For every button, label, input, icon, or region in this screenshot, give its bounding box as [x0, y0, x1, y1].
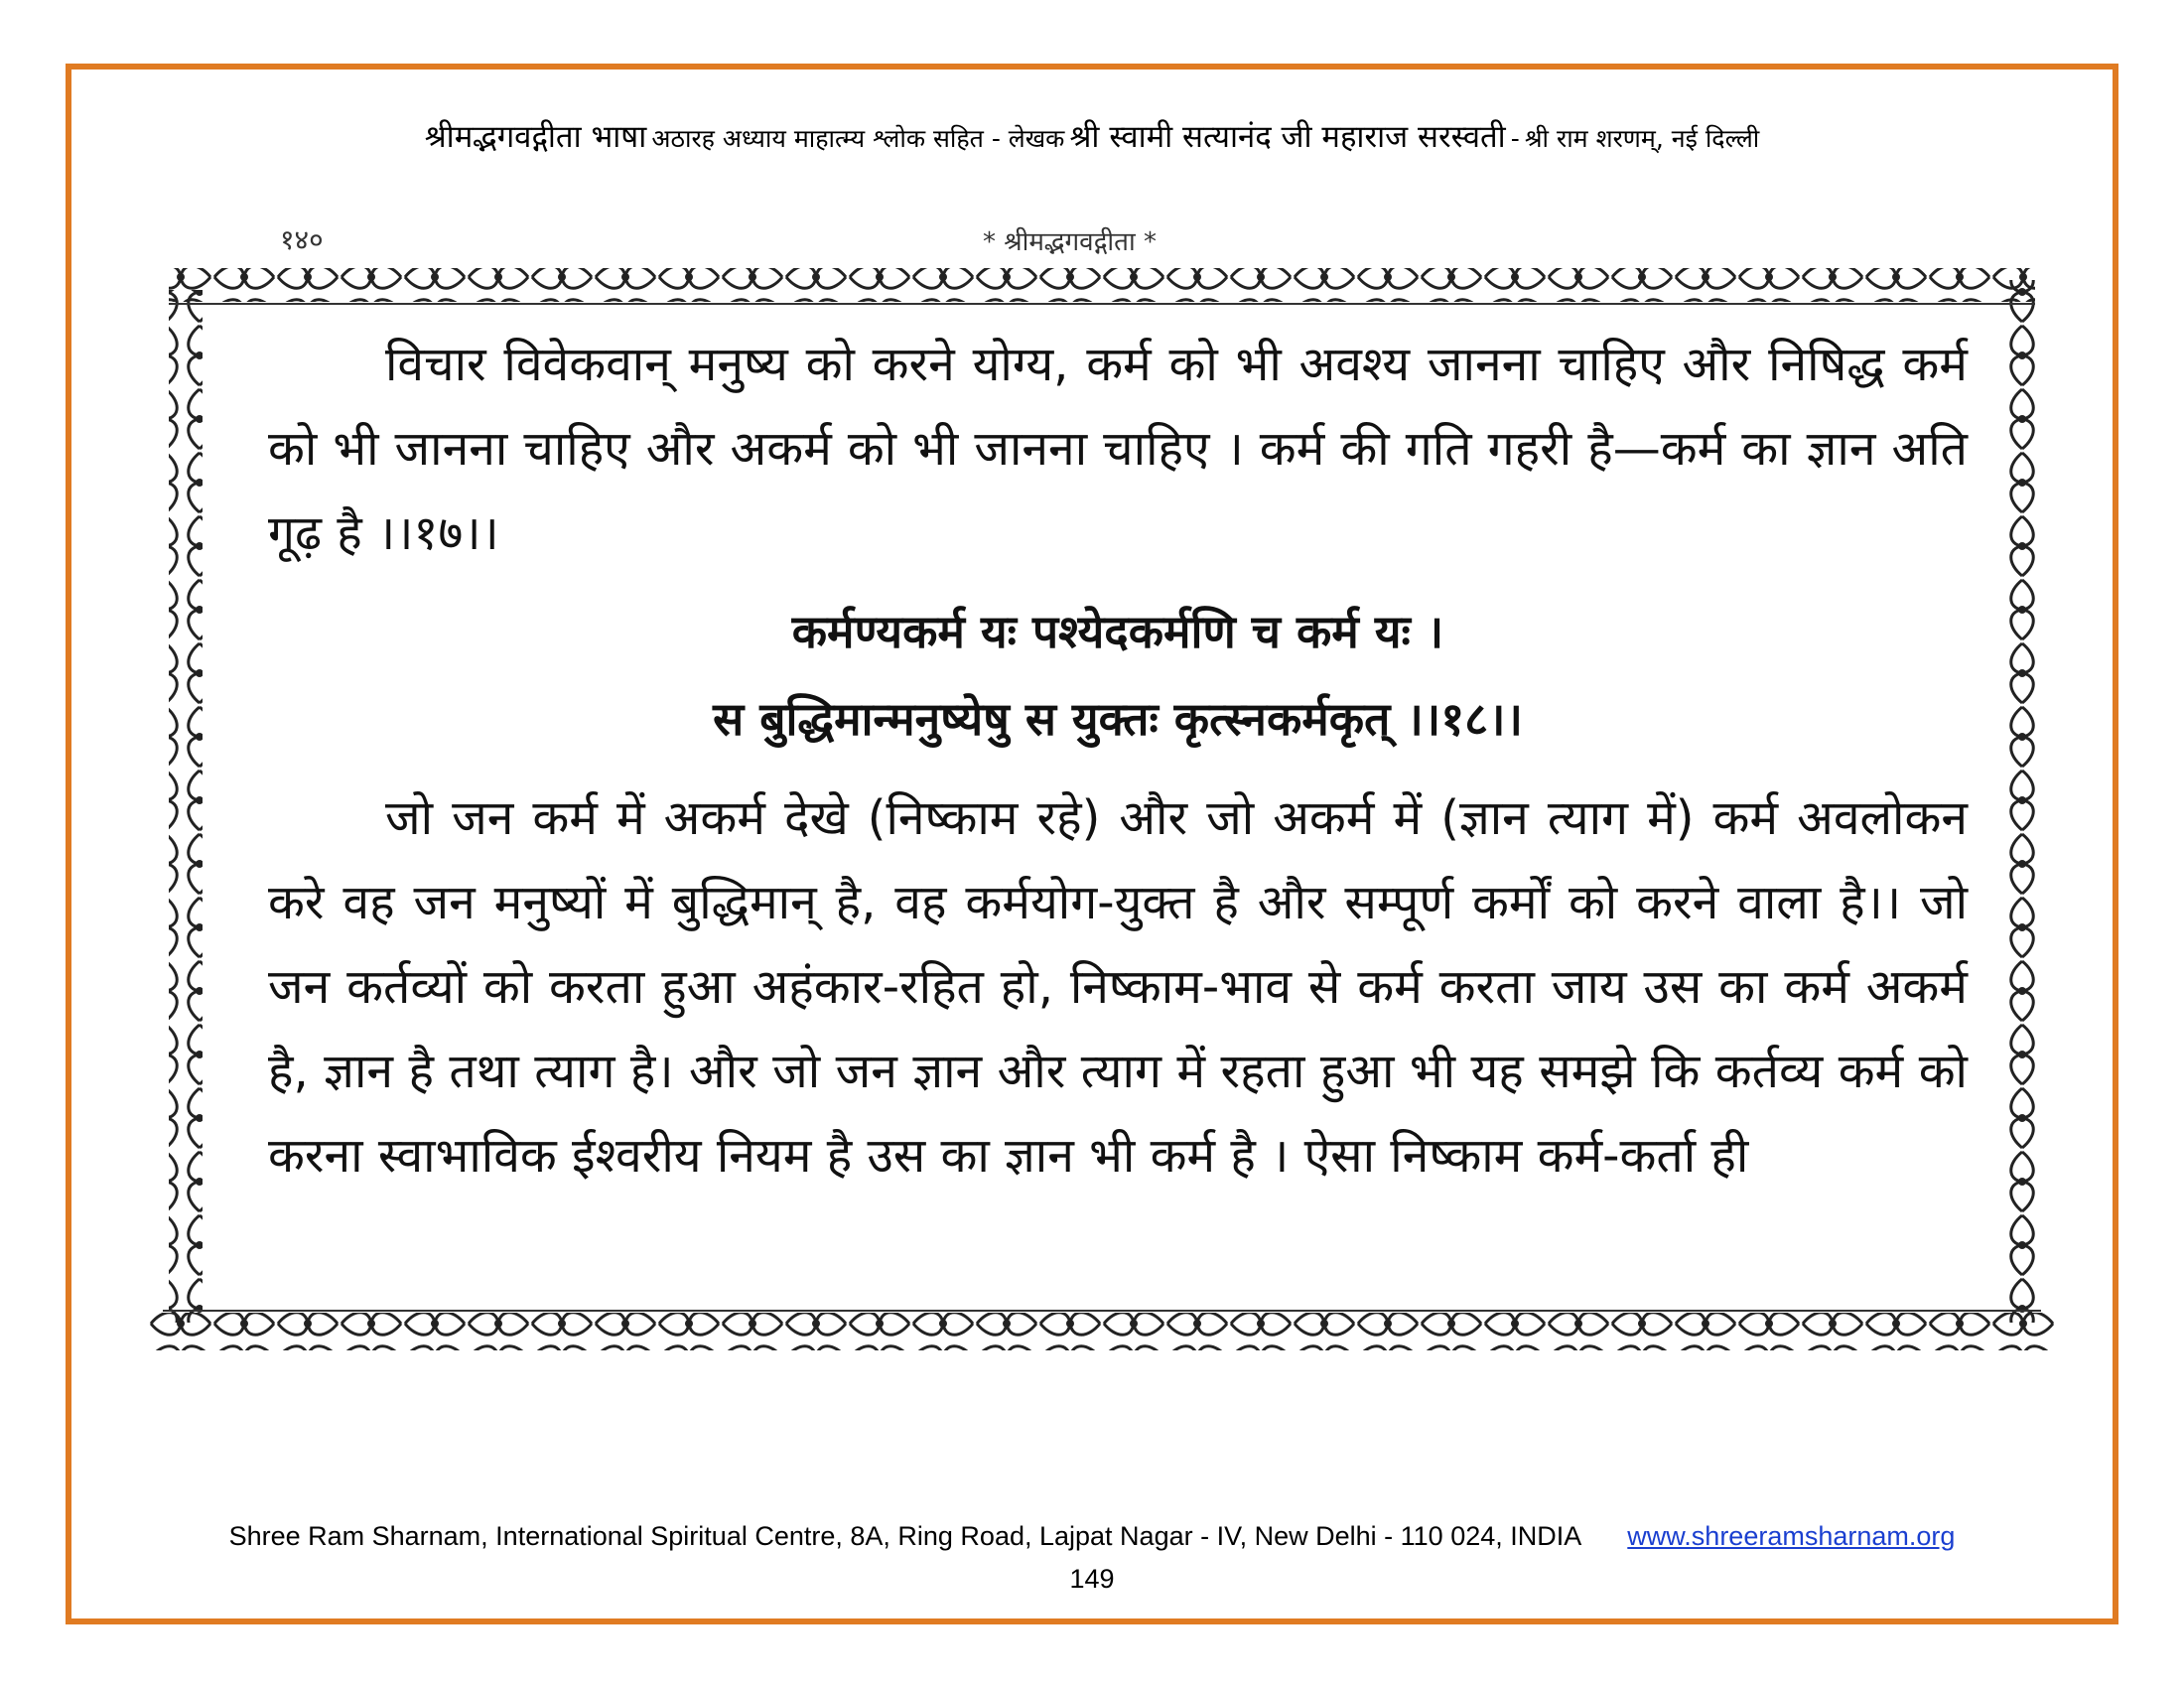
header-author: श्री स्वामी सत्यानंद जी महाराज सरस्वती — [1069, 119, 1506, 155]
header-title-sub: अठारह अध्याय माहात्म्य श्लोक सहित - लेखक — [651, 124, 1065, 153]
header-publisher: श्री राम शरणम्, नई दिल्ली — [1524, 124, 1760, 153]
page-footer — [0, 1521, 2184, 1552]
scanned-text-body — [268, 323, 1968, 1198]
footer-page-number: 149 — [1069, 1564, 1115, 1594]
shloka-block — [268, 588, 1968, 763]
header-separator: - — [1510, 124, 1520, 153]
paragraph-1-text: विचार विवेकवान् मनुष्य को करने योग्य, कर्म को भी अवश्य जानना चाहिए और निषिद्ध कर्म को भी जानना चाहिए और अकर्म को भी जानना चाहिए । कर्म की गति गहरी है—कर्म का ज्ञान अति गूढ़ है ।।१७।। — [268, 337, 1968, 561]
header-title-main: श्रीमद्भगवद्गीता भाषा — [424, 119, 647, 155]
scanned-page-number: १४० — [280, 223, 324, 256]
shloka-line-2: स बुद्धिमान्मनुष्येषु स युक्तः कृत्स्नकर्मकृत् ।।१८।। — [713, 692, 1523, 746]
paragraph-1 — [268, 323, 1968, 576]
scanned-running-title: * श्रीमद्भगवद्गीता * — [983, 227, 1157, 257]
page-header — [0, 115, 2184, 157]
footer-website-link[interactable]: www.shreeramsharnam.org — [1627, 1521, 1956, 1551]
paragraph-2-text: जो जन कर्म में अकर्म देखे (निष्काम रहे) और जो अकर्म में (ज्ञान त्याग में) कर्म अवलोकन करे वह जन मनुष्यों में बुद्धिमान् है, वह कर्मयोग-युक्त है और सम्पूर्ण कर्मों को करने वाला है।। जो जन कर्तव्यों को करता हुआ अहंकार-रहित हो, निष्काम-भाव से कर्म करता जाय उस का कर्म अकर्म है, ज्ञान है तथा त्याग है। और जो जन ज्ञान और त्याग में रहता हुआ भी यह समझे कि कर्तव्य कर्म को करना स्वाभाविक ईश्वरीय नियम है उस का ज्ञान भी कर्म है । ऐसा निष्काम कर्म-कर्ता ही — [268, 790, 1968, 1184]
shloka-line-1: कर्मण्यकर्म यः पश्येदकर्मणि च कर्म यः । — [791, 605, 1444, 658]
scanned-page-header — [0, 220, 2184, 260]
footer-address: Shree Ram Sharnam, International Spiritual Centre, 8A, Ring Road, Lajpat Nagar - IV, New Delhi - 110 024, INDIA — [228, 1521, 1580, 1551]
paragraph-2 — [268, 776, 1968, 1198]
